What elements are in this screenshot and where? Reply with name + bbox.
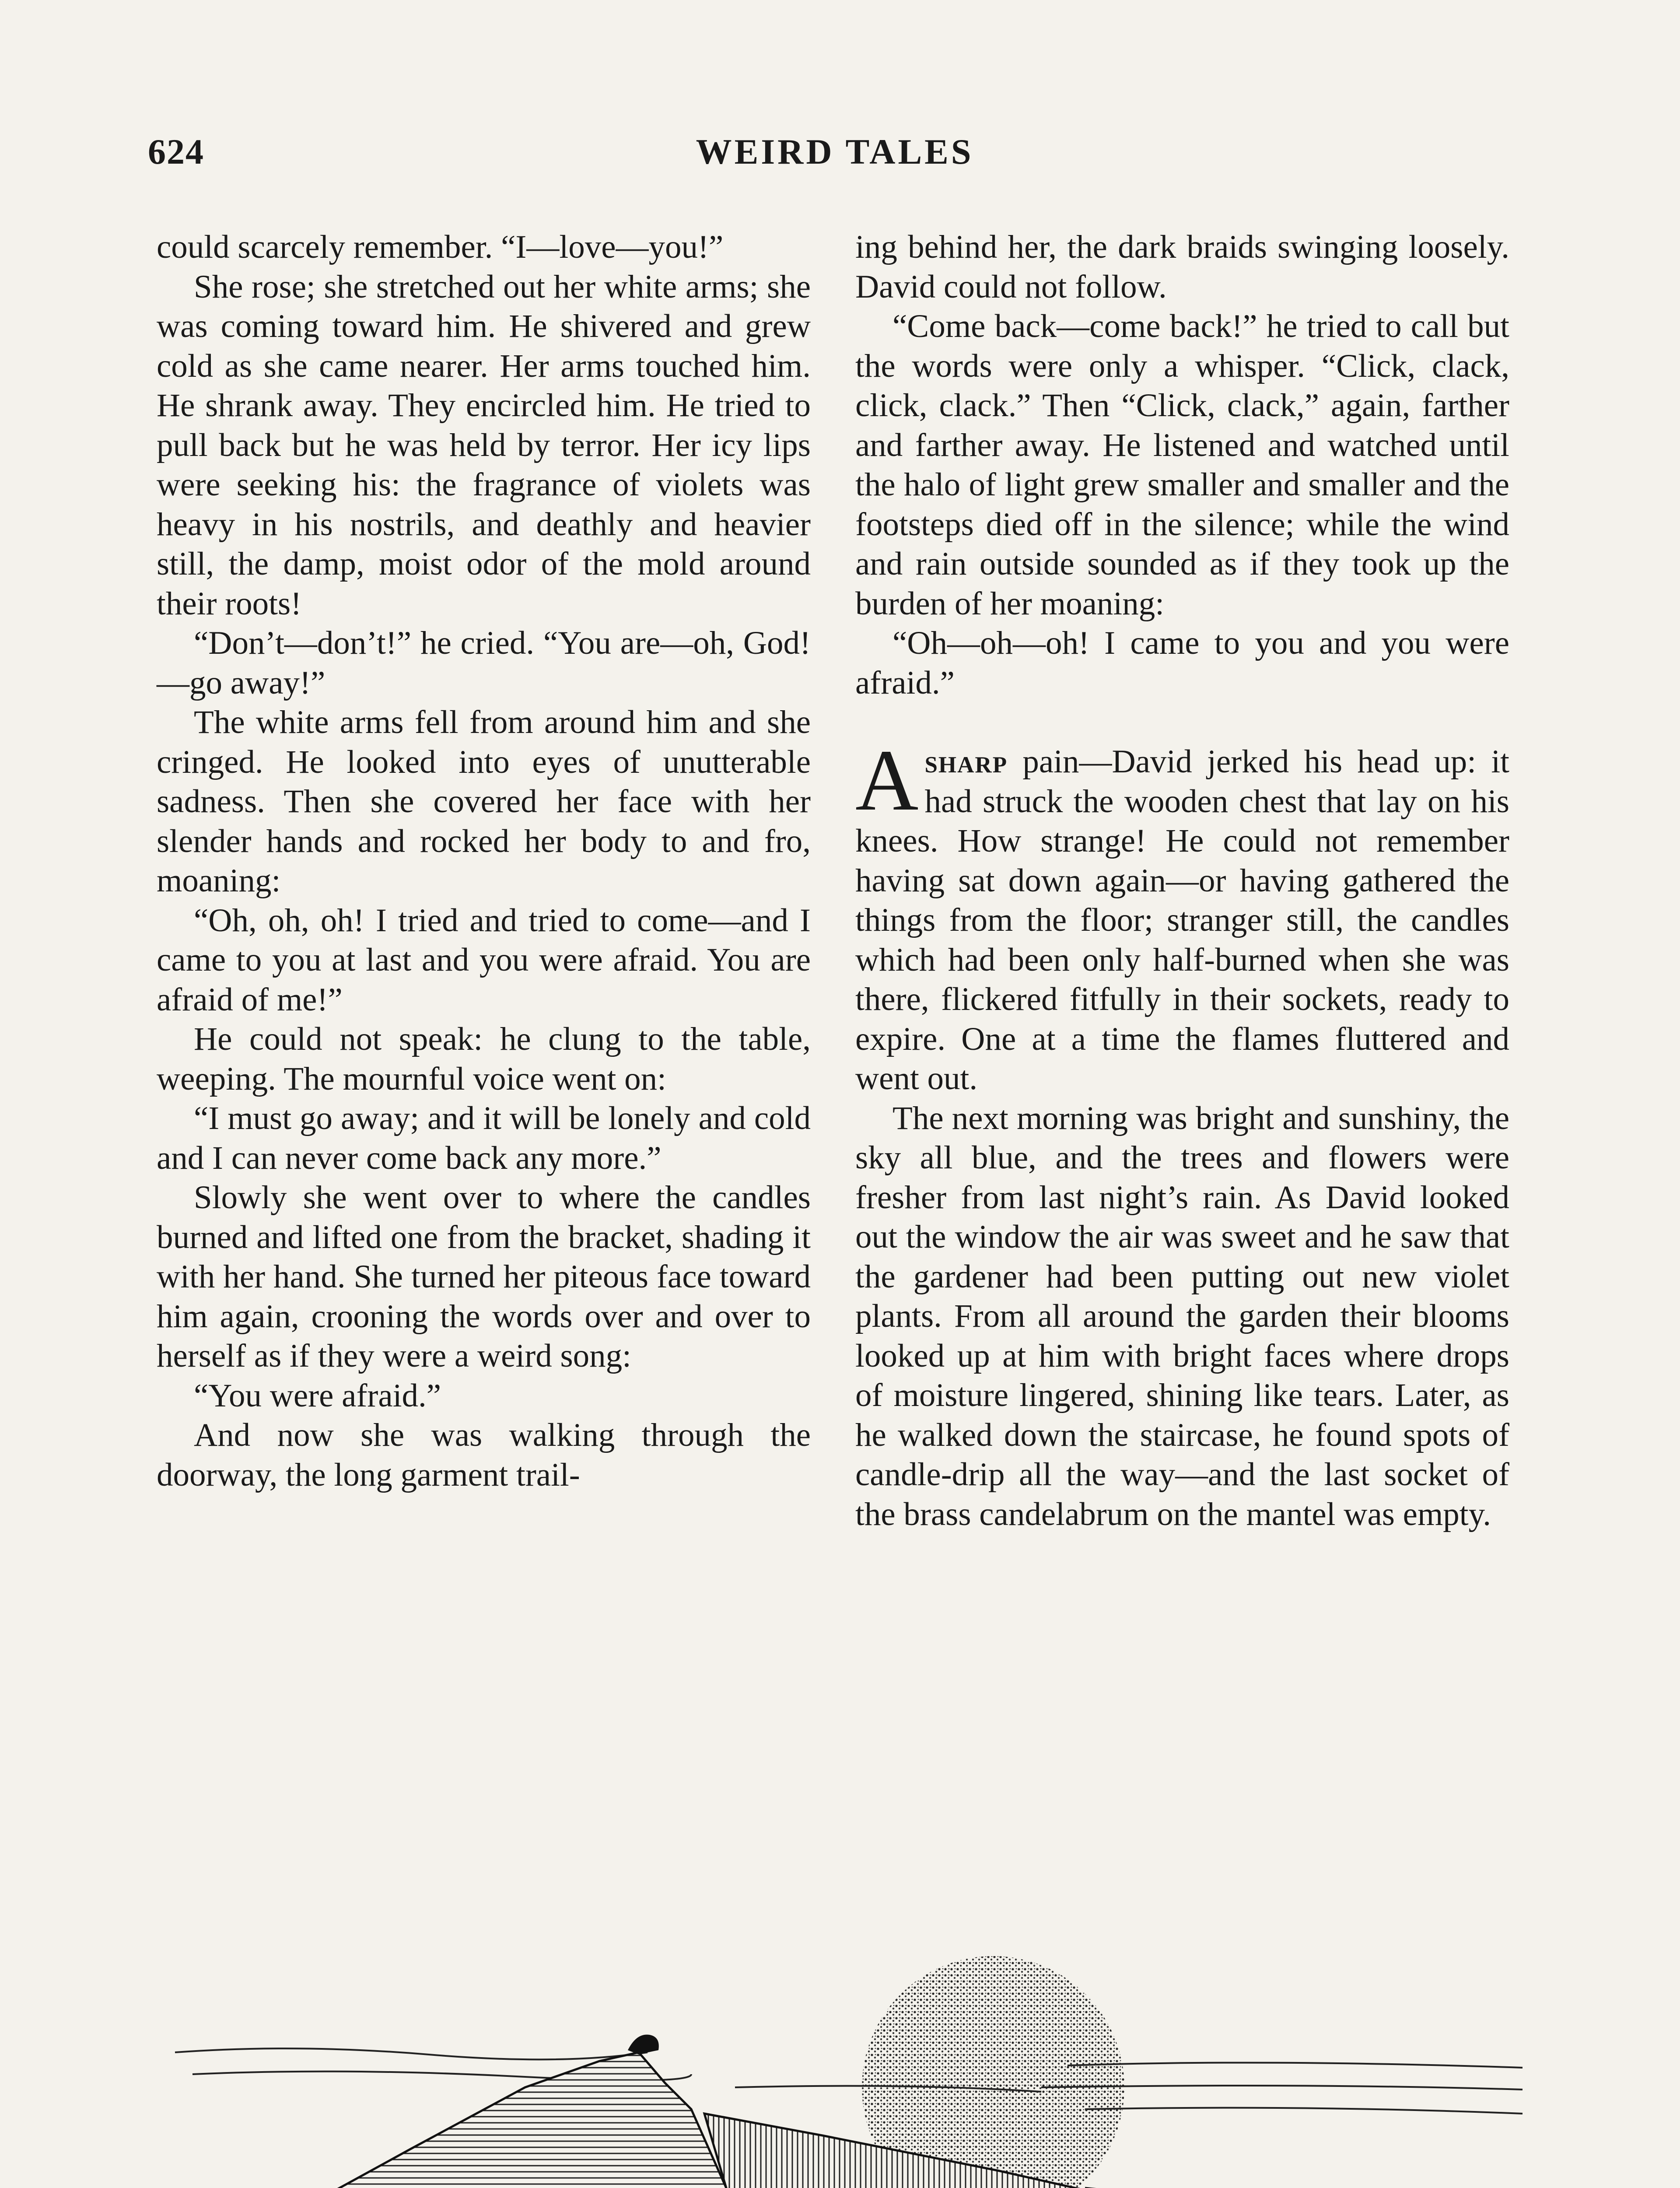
- page-header: [148, 131, 1522, 179]
- paragraph: “I must go away; and it will be lonely and cold and I can never come back any more.”: [157, 1100, 811, 1176]
- landscape-drawing: [166, 1943, 1527, 2188]
- paragraph: “Come back—come back!” he tried to call but the words were only a whisper. “Click, clack, click, clack.” Then “Click, clack,” again, farther and farther away. He listened and watched until the halo of light grew smaller and smaller and the footsteps died off in the silence; while the wind and rain outside sounded as if they took up the burden of her moaning:: [855, 308, 1509, 622]
- paragraph: “You were afraid.”: [194, 1377, 441, 1414]
- section-opening-text: pain—David jerked his head up: it had struck the wooden chest that lay on his knees. How strange! He could not remember having sat down again—or having gathered the things from the floor; stranger still, the candles which had been only half-burned when she was there, flickered fitfully in their sockets, ready to expire. One at a time the flames fluttered and went out.: [855, 743, 1509, 1097]
- paragraph: She rose; she stretched out her white arms; she was coming toward him. He shivered and grew cold as she came nearer. Her arms touched him. He shrank away. They encircled him. He tried to pull back but he was held by terror. Her icy lips were seeking his: the fragrance of violets was heavy in his nostrils, and deathly and heavier still, the damp, moist odor of the mold around their roots!: [157, 268, 811, 622]
- figure-silhouette: [628, 2034, 659, 2055]
- right-column: [855, 228, 1509, 1534]
- paragraph: And now she was walking through the doorway, the long garment trail-: [157, 1417, 811, 1493]
- paragraph: Slowly she went over to where the candles burned and lifted one from the bracket, shading it with her hand. She turned her piteous face toward him again, crooning the words over and over to herself as if they were a weird song:: [157, 1179, 811, 1374]
- tailpiece-illustration: [166, 1943, 1527, 2188]
- paragraph: “Oh—oh—oh! I came to you and you were afraid.”: [855, 625, 1509, 701]
- paragraph: could scarcely remember. “I—love—you!”: [157, 229, 724, 265]
- page-number: 624: [148, 132, 204, 172]
- section-opening-paragraph: [855, 732, 1509, 1099]
- paragraph-continued: ing behind her, the dark braids swinging loosely. David could not follow.: [855, 229, 1509, 305]
- small-caps-lead: sharp: [924, 743, 1008, 780]
- left-column: [157, 228, 811, 1495]
- paragraph: The next morning was bright and sunshiny, the sky all blue, and the trees and flowers were fresher from last night’s rain. As David looked out the window the air was sweet and he saw that the gardener had been putting out new violet plants. From all around the garden their blooms looked up at him with bright faces where drops of moisture lingered, shining like tears. Later, as he walked down the staircase, he found spots of candle-drip all the way—and the last socket of the brass candelabrum on the mantel was empty.: [855, 1100, 1509, 1532]
- cloud-lines: [175, 2048, 1522, 2114]
- drop-cap: A: [855, 732, 919, 829]
- paragraph: He could not speak: he clung to the table, weeping. The mournful voice went on:: [157, 1021, 811, 1097]
- paragraph: “Don’t—don’t!” he cried. “You are—oh, God!—go away!”: [157, 625, 811, 701]
- paragraph: “Oh, oh, oh! I tried and tried to come—and I came to you at last and you were afraid. You are afraid of me!”: [157, 902, 811, 1018]
- running-title: WEIRD TALES: [696, 132, 974, 172]
- paragraph: The white arms fell from around him and she cringed. He looked into eyes of unutterable sadness. Then she covered her face with her slender hands and rocked her body to and fro, moaning:: [157, 704, 811, 899]
